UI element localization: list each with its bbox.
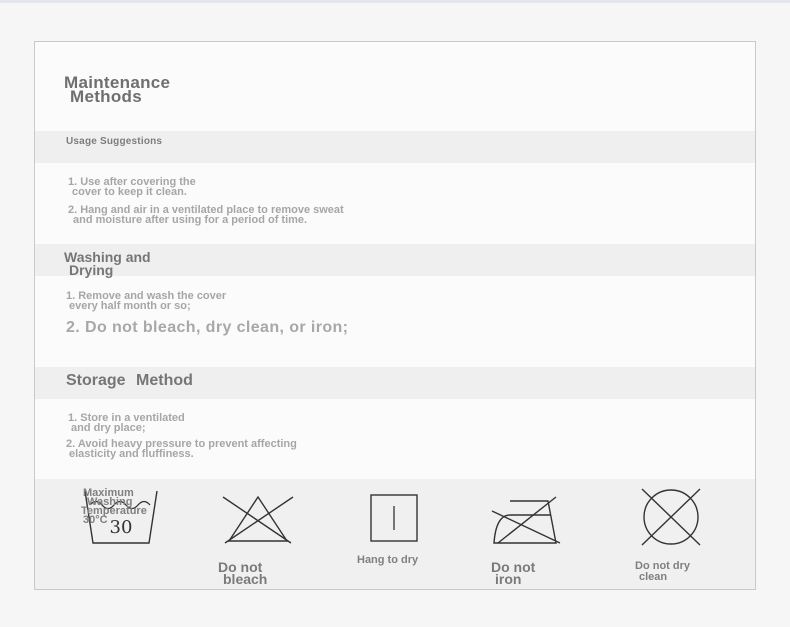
storage-item-2 xyxy=(66,439,297,459)
storage-item-1-line-2: and dry place; xyxy=(71,422,146,434)
wash-label-line-3: Temperature xyxy=(81,505,147,517)
hang-dry-label-line-1: Hang to dry xyxy=(357,554,419,566)
hang-dry-icon xyxy=(370,494,418,542)
no-bleach-label-line-2: bleach xyxy=(223,571,268,587)
washing-item-1-line-1: 1. Remove and wash the cover xyxy=(66,290,227,302)
title-line-1: Maintenance xyxy=(64,73,171,92)
wash-temperature-value: 30 xyxy=(109,517,133,538)
usage-item-1-line-2: cover to keep it clean. xyxy=(72,186,187,198)
no-iron-label xyxy=(491,561,535,585)
no-bleach-label xyxy=(218,561,267,585)
no-iron-icon xyxy=(490,495,562,545)
washing-item-1-line-2: every half month or so; xyxy=(69,300,191,312)
no-iron-label-line-1: Do not xyxy=(491,559,536,575)
page-title xyxy=(64,73,171,106)
usage-item-2-line-2: and moisture after using for a period of time. xyxy=(73,214,308,226)
usage-item-2 xyxy=(68,205,344,225)
no-dry-clean-icon xyxy=(639,485,703,549)
storage-item-2-line-1: 2. Avoid heavy pressure to prevent affecting xyxy=(66,438,297,450)
storage-item-2-line-2: elasticity and fluffiness. xyxy=(69,448,194,460)
storage-heading-line-2: Method xyxy=(136,372,193,389)
no-dry-clean-label xyxy=(635,561,690,583)
washing-heading-line-2: Drying xyxy=(69,262,114,278)
care-symbols-strip xyxy=(35,479,755,590)
maintenance-card xyxy=(34,41,756,590)
usage-item-1-line-1: 1. Use after covering the xyxy=(68,176,196,188)
usage-item-2-line-1: 2. Hang and air in a ventilated place to remove sweat xyxy=(68,204,344,216)
wash-label-line-4: 30°C xyxy=(83,514,108,526)
title-line-2: Methods xyxy=(70,87,142,106)
no-bleach-icon xyxy=(221,493,295,545)
storage-item-1 xyxy=(68,413,185,433)
no-bleach-label-line-1: Do not xyxy=(218,559,263,575)
no-iron-label-line-2: iron xyxy=(495,571,522,587)
washing-heading xyxy=(64,251,151,277)
hang-dry-label xyxy=(357,556,418,565)
no-dry-clean-label-line-1: Do not dry xyxy=(635,560,690,572)
storage-heading xyxy=(66,373,193,388)
washing-heading-line-1: Washing and xyxy=(64,249,151,265)
washing-item-2: 2. Do not bleach, dry clean, or iron; xyxy=(66,319,349,336)
no-dry-clean-label-line-2: clean xyxy=(639,571,668,583)
storage-heading-line-1: Storage xyxy=(66,372,126,389)
washing-item-1 xyxy=(66,291,226,311)
wash-label-line-1: Maximum xyxy=(83,487,134,499)
top-divider xyxy=(0,0,790,3)
usage-heading: Usage Suggestions xyxy=(66,136,163,147)
wash-label-line-2: Washing xyxy=(87,496,133,508)
usage-item-1 xyxy=(68,177,196,197)
wash-label xyxy=(83,489,147,525)
storage-item-1-line-1: 1. Store in a ventilated xyxy=(68,412,185,424)
